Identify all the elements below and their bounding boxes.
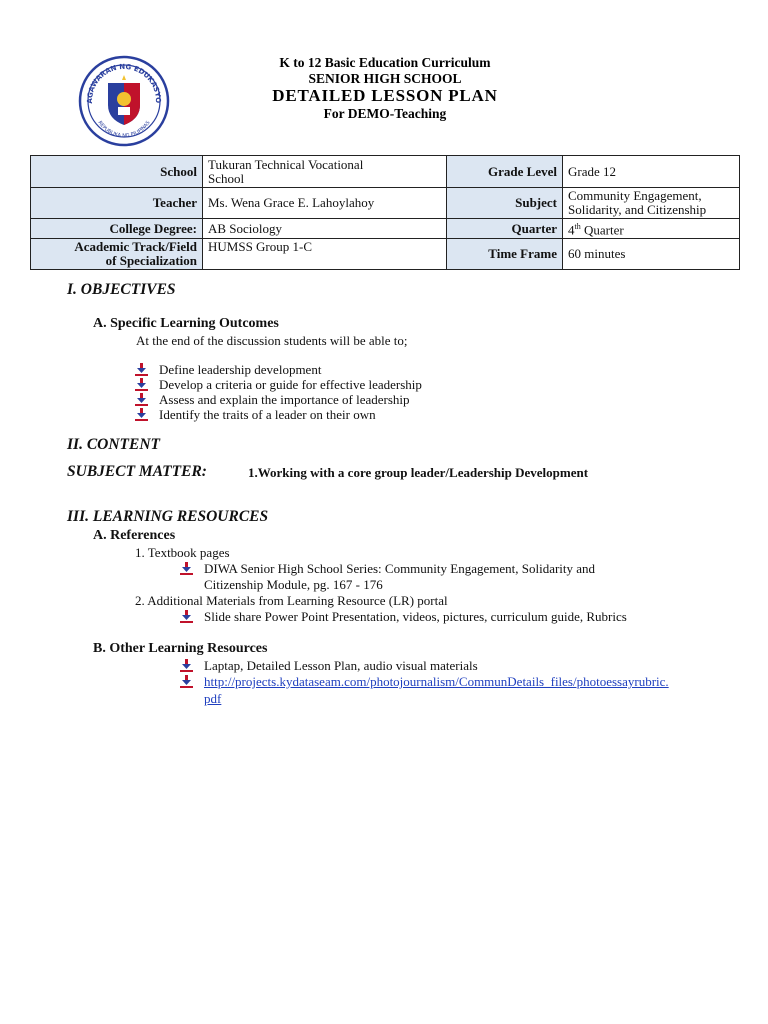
bullet-arrow-icon (180, 659, 193, 672)
rubric-link-continuation[interactable]: pdf (204, 691, 222, 706)
svg-text:KAGAWARAN NG EDUKASYON: AGAWARAN NG EDUKASYO (85, 62, 163, 104)
svg-text:REPUBLIKA NG PILIPINAS: REPUBLIKA NG PILIPINAS (96, 120, 152, 140)
reference-1-item-continuation: Citizenship Module, pg. 167 - 176 (204, 577, 383, 592)
learning-resources-heading: III. LEARNING RESOURCES (67, 508, 269, 525)
document-title: DETAILED LESSON PLAN (272, 86, 498, 105)
bullet-arrow-icon (180, 562, 193, 575)
college-degree-label: College Degree: (31, 219, 203, 239)
learning-outcomes-heading: A. Specific Learning Outcomes (93, 316, 279, 331)
lesson-info-table (30, 155, 740, 270)
other-resources-heading: B. Other Learning Resources (93, 641, 268, 656)
deped-seal-logo (78, 55, 170, 147)
college-degree-value: AB Sociology (203, 219, 447, 239)
document-subtitle: For DEMO-Teaching (323, 106, 447, 121)
reference-1-label: 1. Textbook pages (135, 545, 230, 560)
objectives-intro: At the end of the discussion students will be able to; (136, 333, 408, 348)
school-value: Tukuran Technical Vocational School (203, 156, 447, 188)
grade-level-value: Grade 12 (563, 156, 740, 188)
objectives-heading: I. OBJECTIVES (67, 281, 176, 298)
bullet-arrow-icon (180, 610, 193, 623)
academic-track-value: HUMSS Group 1-C (203, 239, 447, 270)
content-heading: II. CONTENT (67, 436, 161, 453)
quarter-value: 4th Quarter (563, 219, 740, 239)
time-frame-label: Time Frame (447, 239, 563, 270)
rubric-link[interactable]: http://projects.kydataseam.com/photojournalism/CommunDetails_files/photoessayrubric. (204, 674, 669, 689)
school-level-title: SENIOR HIGH SCHOOL (308, 71, 462, 86)
bullet-arrow-icon (135, 393, 148, 406)
school-label: School (31, 156, 203, 188)
bullet-arrow-icon (135, 408, 148, 421)
subject-label: Subject (447, 188, 563, 219)
subject-matter-value: 1.Working with a core group leader/Leadership Development (248, 465, 589, 480)
academic-track-label: Academic Track/Field of Specialization (31, 239, 203, 270)
teacher-label: Teacher (31, 188, 203, 219)
grade-level-label: Grade Level (447, 156, 563, 188)
quarter-label: Quarter (447, 219, 563, 239)
subject-matter-label: SUBJECT MATTER: (67, 463, 207, 480)
bullet-arrow-icon (135, 363, 148, 376)
time-frame-value: 60 minutes (563, 239, 740, 270)
teacher-value: Ms. Wena Grace E. Lahoylahoy (203, 188, 447, 219)
bullet-arrow-icon (180, 675, 193, 688)
curriculum-title: K to 12 Basic Education Curriculum (279, 55, 491, 70)
bullet-arrow-icon (135, 378, 148, 391)
subject-value: Community Engagement, Solidarity, and Citizenship (563, 188, 740, 219)
reference-2-label: 2. Additional Materials from Learning Resource (LR) portal (135, 593, 448, 608)
references-heading: A. References (93, 528, 176, 543)
